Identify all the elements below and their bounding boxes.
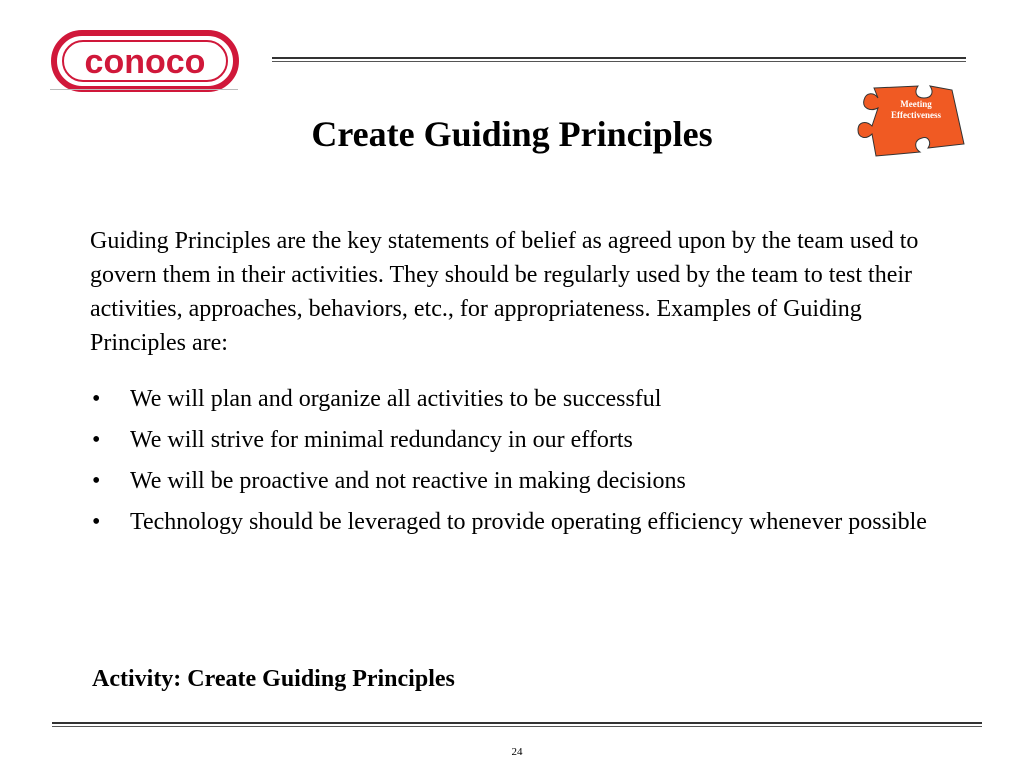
list-item: • We will be proactive and not reactive in making decisions [92, 468, 686, 494]
conoco-logo [50, 30, 240, 94]
slide-title: Create Guiding Principles [311, 114, 713, 154]
activity-heading: Activity: Create Guiding Principles [92, 666, 455, 692]
list-item-text: We will strive for minimal redundancy in our efforts [130, 427, 633, 453]
header-rule [272, 57, 966, 64]
list-item: • We will strive for minimal redundancy in our efforts [92, 427, 633, 453]
intro-paragraph: Guiding Principles are the key statements of belief as agreed upon by the team used to govern them in their activities. They should be regularly used by the team to test their activities, approaches, behaviors, etc., for appropriateness. Examples of Guiding Principles are: [90, 228, 919, 356]
list-item: • Technology should be leveraged to provide operating efficiency whenever possible [92, 509, 927, 535]
page-number: 24 [511, 746, 523, 758]
puzzle-badge-label: Meeting Effectiveness [891, 99, 941, 120]
list-item-text: Technology should be leveraged to provide operating efficiency whenever possible [130, 509, 927, 535]
principles-list [90, 382, 950, 546]
list-item-text: We will plan and organize all activities to be successful [130, 386, 662, 412]
list-item-text: We will be proactive and not reactive in making decisions [130, 468, 686, 494]
logo-underline [50, 89, 238, 90]
list-item: • We will plan and organize all activities to be successful [92, 386, 662, 412]
logo-text: conoco [84, 43, 206, 81]
footer-rule [52, 722, 982, 729]
